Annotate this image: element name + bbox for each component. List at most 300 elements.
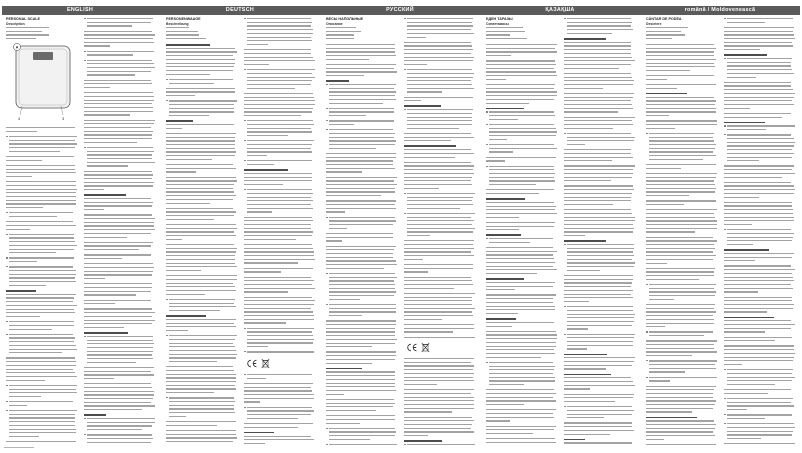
- text-line: [646, 84, 716, 85]
- text-line: [244, 97, 314, 98]
- text-line: [724, 42, 792, 43]
- text-line: [84, 87, 110, 88]
- text-line: [724, 280, 794, 281]
- text-line: [87, 438, 153, 439]
- text-line: [404, 153, 474, 154]
- text-line: [247, 339, 314, 340]
- text-line: [84, 45, 110, 46]
- text-line: [84, 138, 152, 139]
- text-line: [404, 180, 471, 181]
- bullet-point: [166, 299, 167, 300]
- text-line: [6, 31, 42, 32]
- text-line: [646, 248, 715, 249]
- text-line: [84, 291, 151, 292]
- text-line: [9, 285, 46, 286]
- text-line: [724, 284, 791, 285]
- text-line: [567, 133, 631, 134]
- text-line: [646, 439, 664, 440]
- text-line: [564, 282, 632, 283]
- text-line: [166, 392, 214, 393]
- text-line: [169, 108, 234, 109]
- text-line: [244, 224, 311, 225]
- text-line: [247, 418, 298, 419]
- text-line: [486, 326, 512, 327]
- text-line: [727, 377, 795, 378]
- text-line: [727, 229, 791, 230]
- text-line: [6, 189, 77, 190]
- text-line: [244, 173, 312, 174]
- text-line: [244, 284, 312, 285]
- text-line: [404, 431, 474, 432]
- text-line: [329, 280, 394, 281]
- text-line: [567, 328, 588, 329]
- text-line: [564, 128, 613, 129]
- text-line: [244, 390, 312, 391]
- text-line: [247, 25, 311, 26]
- text-line: [649, 295, 715, 296]
- text-line: [407, 91, 442, 92]
- text-line: [329, 299, 360, 300]
- text-line: [166, 283, 233, 284]
- text-line: [404, 133, 471, 134]
- text-line: [329, 311, 396, 312]
- text-line: [84, 38, 153, 39]
- text-line: [404, 377, 473, 378]
- text-line: [407, 109, 473, 110]
- text-line: [646, 308, 714, 309]
- callout-3: 3: [61, 117, 65, 121]
- text-line: [567, 251, 633, 252]
- text-line: [727, 240, 792, 241]
- text-line: [166, 137, 235, 138]
- text-line: [646, 444, 716, 445]
- text-line: [169, 343, 233, 344]
- text-line: [727, 69, 792, 70]
- text-line: [724, 389, 791, 390]
- text-line: [326, 51, 395, 52]
- text-line: [9, 436, 39, 437]
- text-line: [84, 92, 153, 93]
- text-line: [326, 403, 395, 404]
- text-line: [326, 55, 396, 56]
- text-line: [404, 311, 472, 312]
- text-line: [646, 237, 713, 238]
- text-line: [486, 397, 553, 398]
- text-line: [567, 137, 635, 138]
- ce-mark-icon: [406, 343, 418, 352]
- text-line: [486, 322, 554, 323]
- text-line: [166, 38, 206, 39]
- text-line: [404, 428, 471, 429]
- text-line: [87, 71, 151, 72]
- text-line: [326, 383, 395, 384]
- text-line: [486, 51, 557, 52]
- text-line: [247, 84, 311, 85]
- text-line: [84, 308, 152, 309]
- text-line: [166, 151, 236, 152]
- text-line: [724, 297, 792, 298]
- text-line: [169, 361, 217, 362]
- text-line: [489, 362, 553, 363]
- text-line: [404, 173, 474, 174]
- text-line: [727, 22, 765, 23]
- bullet-point: [724, 398, 725, 399]
- text-line: [646, 355, 692, 356]
- text-line: [9, 429, 76, 430]
- text-line: [166, 263, 235, 264]
- text-line: [649, 291, 716, 292]
- text-line: [646, 195, 689, 196]
- section-heading-line: [486, 234, 521, 236]
- bullet-point: [6, 410, 7, 411]
- text-line: [404, 277, 471, 278]
- text-line: [169, 306, 236, 307]
- text-line: [646, 251, 713, 252]
- text-line: [724, 393, 768, 394]
- text-line: [166, 374, 236, 375]
- text-line: [84, 114, 130, 115]
- text-line: [724, 117, 782, 118]
- text-line: [166, 140, 235, 141]
- text-line: [329, 137, 394, 138]
- text-line: [486, 258, 554, 259]
- text-line: [326, 204, 395, 205]
- text-line: [244, 220, 313, 221]
- text-line: [646, 79, 667, 80]
- text-line: [169, 357, 236, 358]
- bullet-point: [724, 423, 725, 424]
- text-line: [6, 196, 76, 197]
- text-line: [404, 255, 474, 256]
- text-line: [486, 346, 556, 347]
- bullet-point: [326, 217, 327, 218]
- text-line: [244, 231, 313, 232]
- text-line: [486, 353, 555, 354]
- text-line: [404, 140, 451, 141]
- text-line: [9, 405, 27, 406]
- text-line: [169, 339, 235, 340]
- text-line: [329, 120, 394, 121]
- text-line: [84, 142, 137, 143]
- description-label-romanian: Descriere: [646, 22, 662, 27]
- text-line: [244, 259, 315, 260]
- text-line: [404, 64, 427, 65]
- text-line: [407, 220, 474, 221]
- text-line: [166, 279, 237, 280]
- crossed-out-bin-icon: [261, 358, 270, 369]
- text-line: [404, 304, 472, 305]
- text-line: [6, 176, 32, 177]
- text-line: [244, 387, 311, 388]
- text-line: [564, 97, 633, 98]
- text-line: [326, 27, 356, 28]
- text-line: [486, 247, 553, 248]
- text-line: [727, 134, 791, 135]
- bullet-point: [6, 257, 7, 258]
- text-line: [646, 191, 715, 192]
- text-line: [486, 302, 553, 303]
- text-line: [724, 349, 794, 350]
- text-line: [724, 277, 793, 278]
- text-line: [169, 405, 234, 406]
- text-line: [724, 253, 794, 254]
- bullet-point: [6, 212, 7, 213]
- text-line: [486, 282, 555, 283]
- text-line: [247, 335, 313, 336]
- text-line: [646, 128, 675, 129]
- text-line: [564, 388, 590, 389]
- text-line: [247, 197, 311, 198]
- text-line: [244, 248, 313, 249]
- text-line: [84, 131, 153, 132]
- text-line: [247, 407, 312, 408]
- text-line: [727, 384, 775, 385]
- text-line: [326, 38, 354, 39]
- text-line: [9, 341, 74, 342]
- text-line: [9, 425, 75, 426]
- text-line: [724, 443, 795, 444]
- text-line: [326, 386, 395, 387]
- text-line: [564, 60, 635, 61]
- callout-a: A: [15, 45, 19, 50]
- text-line: [6, 376, 77, 377]
- text-line: [567, 321, 634, 322]
- bullet-point: [486, 144, 487, 145]
- text-line: [649, 133, 714, 134]
- text-line: [727, 149, 792, 150]
- text-line: [326, 415, 395, 416]
- bullet-point: [404, 109, 405, 110]
- bullet-point: [564, 18, 565, 19]
- text-line: [567, 33, 612, 34]
- text-line: [247, 128, 311, 129]
- text-line: [724, 331, 765, 332]
- text-line: [649, 364, 715, 365]
- section-heading-line: [724, 54, 767, 56]
- text-line: [87, 63, 154, 64]
- text-line: [6, 38, 36, 39]
- text-line: [326, 375, 395, 376]
- text-line: [169, 401, 235, 402]
- text-line: [489, 373, 553, 374]
- text-line: [166, 388, 236, 389]
- text-line: [247, 37, 311, 38]
- text-line: [646, 217, 715, 218]
- text-line: [6, 127, 75, 128]
- text-line: [166, 219, 214, 220]
- text-line: [84, 237, 127, 238]
- text-line: [727, 373, 792, 374]
- text-line: [646, 111, 716, 112]
- title-kazakh: ЕДЕН ТАРАЗЫ: [486, 17, 513, 21]
- header-kazakh: ҚАЗАҚША: [545, 7, 575, 13]
- text-line: [9, 337, 75, 338]
- text-line: [84, 374, 154, 375]
- bullet-point: [404, 213, 405, 214]
- text-line: [166, 48, 235, 49]
- text-line: [247, 44, 268, 45]
- text-line: [727, 157, 792, 158]
- text-line: [564, 394, 634, 395]
- text-line: [169, 346, 235, 347]
- section-heading-line: [84, 414, 106, 416]
- text-line: [329, 88, 394, 89]
- bullet-point: [724, 125, 725, 126]
- text-line: [489, 128, 556, 129]
- text-line: [407, 200, 472, 201]
- text-line: [727, 427, 795, 428]
- text-line: [84, 316, 152, 317]
- text-line: [407, 77, 473, 78]
- bullet-point: [724, 414, 725, 415]
- text-line: [87, 442, 151, 443]
- text-line: [329, 108, 394, 109]
- text-line: [87, 54, 133, 55]
- text-line: [326, 246, 396, 247]
- text-line: [567, 270, 600, 271]
- title-english: PERSONAL SCALE: [6, 17, 40, 21]
- text-line: [247, 160, 312, 161]
- text-line: [6, 192, 76, 193]
- text-line: [646, 48, 716, 49]
- text-line: [486, 213, 557, 214]
- text-line: [247, 351, 314, 352]
- text-line: [329, 148, 376, 149]
- text-line: [404, 288, 454, 289]
- text-line: [326, 264, 397, 265]
- text-line: [727, 153, 794, 154]
- text-line: [166, 290, 236, 291]
- text-line: [166, 74, 210, 75]
- text-line: [247, 211, 272, 212]
- text-line: [489, 380, 555, 381]
- text-line: [567, 414, 632, 415]
- text-line: [486, 262, 555, 263]
- text-line: [486, 404, 524, 405]
- text-line: [404, 365, 474, 366]
- text-line: [646, 311, 716, 312]
- text-line: [564, 73, 631, 74]
- text-line: [247, 200, 313, 201]
- bullet-point: [244, 160, 245, 161]
- text-line: [564, 108, 633, 109]
- text-line: [247, 18, 311, 19]
- text-line: [326, 164, 393, 165]
- text-line: [407, 444, 475, 445]
- text-line: [9, 396, 41, 397]
- text-line: [407, 224, 472, 225]
- text-line: [326, 335, 395, 336]
- text-line: [244, 439, 314, 440]
- text-line: [326, 257, 393, 258]
- text-line: [9, 321, 74, 322]
- text-line: [326, 346, 372, 347]
- text-line: [649, 284, 716, 285]
- text-line: [247, 124, 314, 125]
- text-line: [646, 34, 685, 35]
- text-line: [646, 124, 717, 125]
- text-line: [166, 228, 237, 229]
- text-line: [404, 337, 475, 338]
- text-line: [84, 80, 151, 81]
- section-heading-line: [564, 240, 606, 242]
- text-line: [326, 180, 394, 181]
- text-line: [404, 264, 473, 265]
- bullet-point: [6, 266, 7, 267]
- text-line: [247, 144, 312, 145]
- text-line: [404, 100, 421, 101]
- bullet-point: [724, 18, 725, 19]
- text-line: [404, 319, 442, 320]
- text-line: [9, 329, 52, 330]
- text-line: [329, 308, 396, 309]
- text-line: [329, 291, 396, 292]
- text-line: [84, 229, 155, 230]
- text-line: [326, 171, 362, 172]
- text-line: [567, 406, 632, 407]
- text-line: [404, 188, 439, 189]
- bullet-point: [486, 362, 487, 363]
- text-line: [166, 437, 237, 438]
- text-line: [407, 69, 472, 70]
- text-line: [404, 162, 471, 163]
- text-line: [646, 431, 713, 432]
- text-line: [486, 273, 537, 274]
- text-line: [404, 300, 472, 301]
- text-line: [87, 343, 154, 344]
- text-line: [724, 31, 793, 32]
- text-line: [646, 263, 667, 264]
- text-line: [404, 297, 472, 298]
- text-line: [87, 351, 153, 352]
- title-russian: ВЕСЫ НАПОЛЬНЫЕ: [326, 17, 364, 21]
- text-line: [166, 215, 234, 216]
- text-line: [169, 111, 234, 112]
- text-line: [247, 208, 313, 209]
- text-line: [486, 160, 505, 161]
- text-line: [247, 131, 312, 132]
- bullet-point: [6, 401, 7, 402]
- text-line: [724, 260, 755, 261]
- text-line: [169, 335, 237, 336]
- text-line: [244, 319, 314, 320]
- text-line: [486, 226, 554, 227]
- text-line: [646, 200, 716, 201]
- text-line: [407, 128, 459, 129]
- text-line: [724, 165, 794, 166]
- text-line: [727, 138, 794, 139]
- text-line: [166, 385, 235, 386]
- text-line: [489, 131, 557, 132]
- text-line: [326, 394, 344, 395]
- text-line: [6, 181, 76, 182]
- text-line: [84, 107, 153, 108]
- text-line: [646, 411, 692, 412]
- bullet-point: [326, 444, 327, 445]
- text-line: [166, 70, 233, 71]
- bullet-point: [646, 377, 647, 378]
- text-line: [329, 220, 396, 221]
- text-line: [404, 271, 428, 272]
- text-line: [326, 390, 396, 391]
- title-romanian: CÂNTAR DE PODEA: [646, 17, 682, 21]
- text-line: [727, 145, 794, 146]
- text-line: [407, 231, 473, 232]
- text-line: [247, 140, 314, 141]
- text-line: [727, 73, 794, 74]
- text-line: [326, 160, 393, 161]
- text-line: [326, 64, 396, 65]
